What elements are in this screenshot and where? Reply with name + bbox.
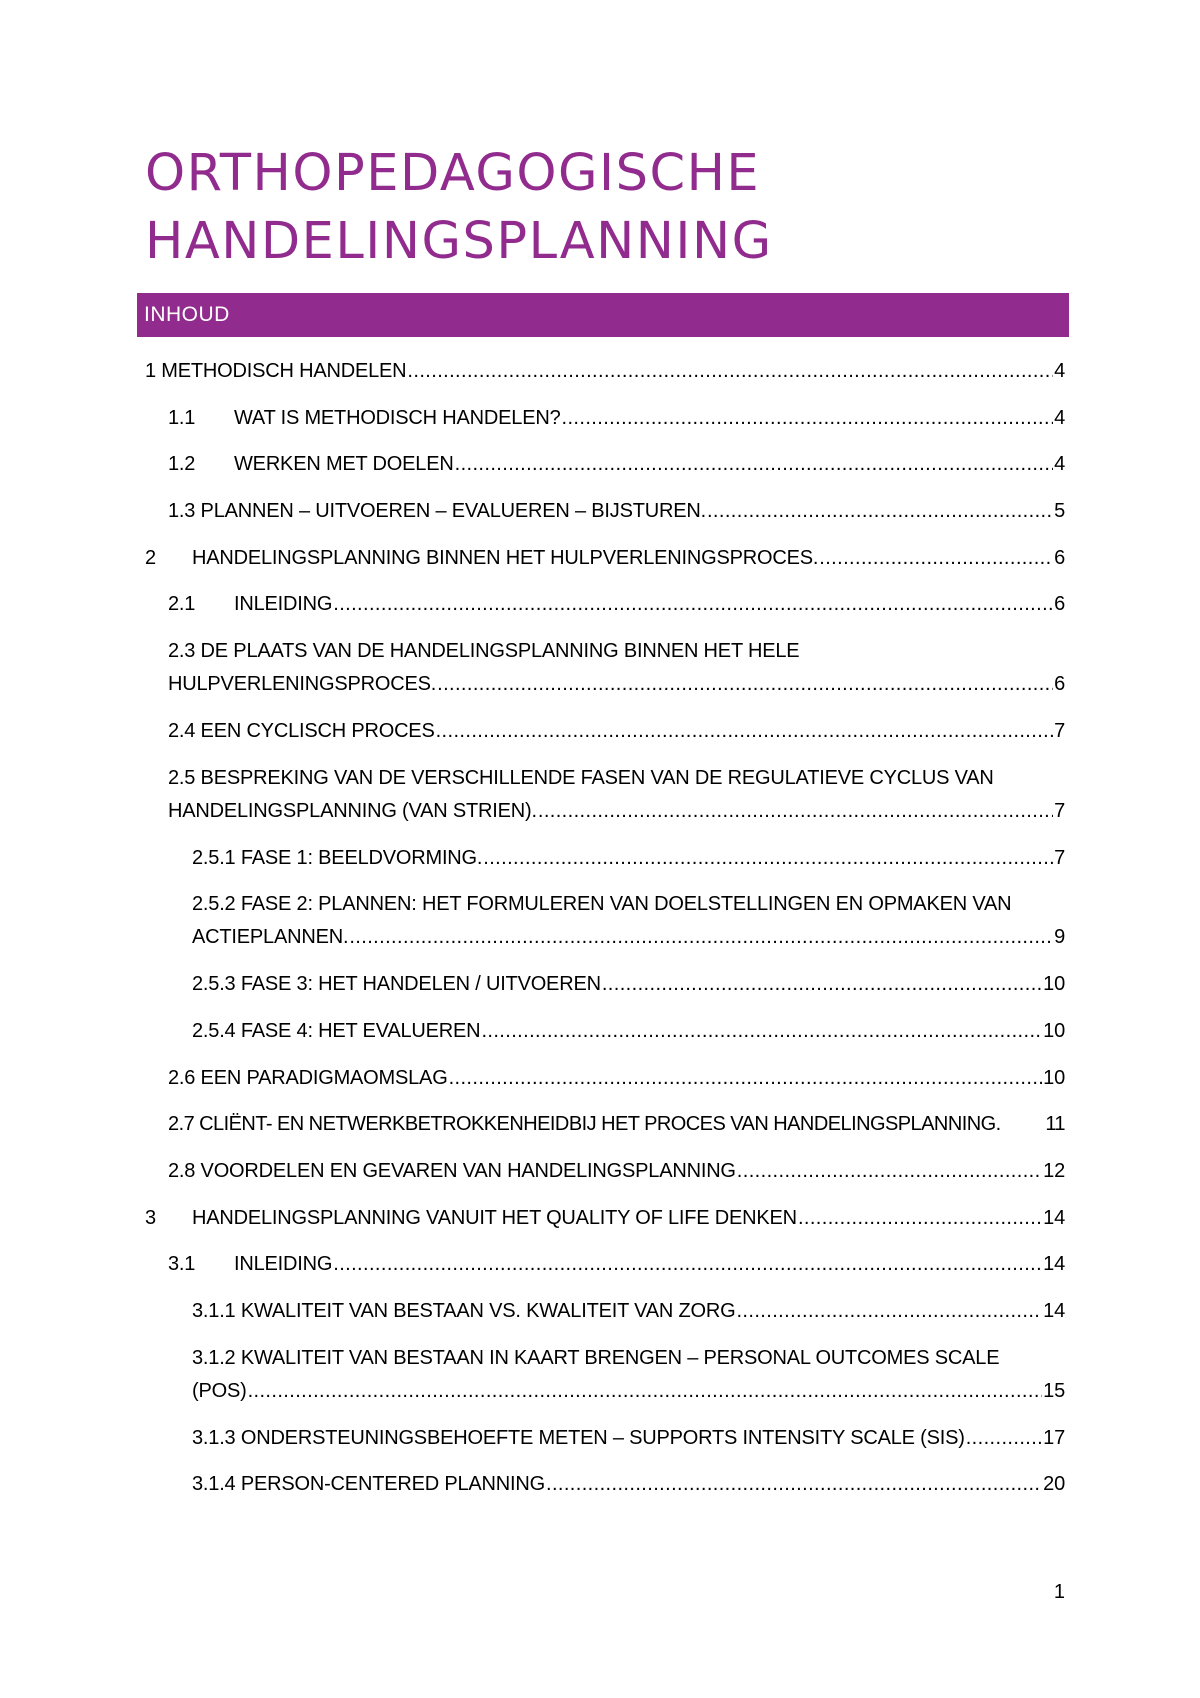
- toc-entry[interactable]: [145, 542, 1065, 575]
- toc-entry[interactable]: [168, 1108, 1065, 1141]
- toc-entry-text: WAT IS METHODISCH HANDELEN?: [234, 407, 561, 429]
- toc-entry-text: 1.3 PLANNEN – UITVOEREN – EVALUEREN – BIJSTUREN.: [168, 500, 706, 522]
- toc-entry-text: 2.5.4 FASE 4: HET EVALUEREN: [192, 1020, 481, 1042]
- toc-entry-text: 2.7 CLIËNT- EN NETWERKBETROKKENHEIDBIJ HET PROCES VAN HANDELINGSPLANNING.: [168, 1113, 1001, 1135]
- toc-entry[interactable]: [145, 1202, 1065, 1235]
- toc-entry-text-first: 2.5 BESPREKING VAN DE VERSCHILLENDE FASEN VAN DE REGULATIEVE CYCLUS VAN: [168, 767, 994, 789]
- dot-leader: [449, 1062, 1043, 1095]
- dot-leader: [966, 1422, 1042, 1455]
- toc-entry-text: HANDELINGSPLANNING BINNEN HET HULPVERLENINGSPROCES.: [192, 547, 819, 569]
- toc-entry-text: 1 METHODISCH HANDELEN: [145, 360, 407, 382]
- dot-leader: [483, 842, 1053, 875]
- toc-entry-text-first: 3.1.2 KWALITEIT VAN BESTAAN IN KAART BRENGEN – PERSONAL OUTCOMES SCALE: [192, 1347, 1000, 1369]
- toc-entry-page: 10: [1043, 1020, 1065, 1042]
- toc-entry-text: HULPVERLENINGSPROCES.: [168, 673, 437, 695]
- toc-entry-page: 7: [1054, 800, 1065, 822]
- toc-entry-text: INLEIDING: [234, 1253, 333, 1275]
- toc-entry-page: 10: [1043, 1067, 1065, 1089]
- toc-heading: INHOUD: [144, 303, 230, 326]
- toc-entry-page: 4: [1054, 453, 1065, 475]
- toc-entry[interactable]: [192, 1468, 1065, 1501]
- toc-entry-text: 3.1.1 KWALITEIT VAN BESTAAN VS. KWALITEIT VAN ZORG: [192, 1300, 736, 1322]
- dot-leader: [333, 588, 1053, 621]
- toc-entry-page: 7: [1054, 847, 1065, 869]
- page-number: 1: [1053, 1581, 1065, 1603]
- dot-leader: [455, 448, 1053, 481]
- toc-entry[interactable]: [168, 588, 1065, 621]
- dot-leader: [546, 1468, 1042, 1501]
- toc-entry[interactable]: [168, 1155, 1065, 1188]
- dot-leader: [737, 1155, 1042, 1188]
- toc-entry-text: 2.5.1 FASE 1: BEELDVORMING.: [192, 847, 483, 869]
- dot-leader: [538, 795, 1053, 828]
- dot-leader: [819, 542, 1053, 575]
- toc-entry[interactable]: [192, 842, 1065, 875]
- toc-entry-text: 2.8 VOORDELEN EN GEVAREN VAN HANDELINGSPLANNING: [168, 1160, 736, 1182]
- toc-entry[interactable]: [168, 402, 1065, 435]
- toc-entry-text-first: 2.5.2 FASE 2: PLANNEN: HET FORMULEREN VAN DOELSTELLINGEN EN OPMAKEN VAN: [192, 893, 1012, 915]
- toc-entry-number: 3: [145, 1207, 156, 1229]
- toc-entry-page: 6: [1054, 547, 1065, 569]
- toc-entry-page: 11: [1045, 1113, 1065, 1135]
- toc-entry-text: HANDELINGSPLANNING (VAN STRIEN).: [168, 800, 537, 822]
- dot-leader: [602, 968, 1042, 1001]
- toc-entry[interactable]: [192, 1422, 1065, 1455]
- toc-entry-text: INLEIDING: [234, 593, 333, 615]
- dot-leader: [437, 668, 1053, 701]
- toc-entry-page: 9: [1054, 926, 1065, 948]
- toc-entry[interactable]: [168, 448, 1065, 481]
- dot-leader: [707, 495, 1053, 528]
- title-line-2: HANDELINGSPLANNING: [145, 212, 773, 271]
- toc-entry-page: 4: [1054, 407, 1065, 429]
- toc-entry[interactable]: [145, 355, 1065, 388]
- dot-leader: [407, 355, 1053, 388]
- dot-leader: [436, 715, 1053, 748]
- toc-entry-page: 4: [1054, 360, 1065, 382]
- toc-entry-page: 6: [1054, 593, 1065, 615]
- toc-entry-number: 1.1: [168, 407, 196, 429]
- toc-entry[interactable]: [192, 968, 1065, 1001]
- toc-entry-page: 7: [1054, 720, 1065, 742]
- toc-entry-text: 2.4 EEN CYCLISCH PROCES: [168, 720, 435, 742]
- toc-heading-bar: [137, 293, 1069, 337]
- toc-entry-text: 2.6 EEN PARADIGMAOMSLAG: [168, 1067, 448, 1089]
- toc-entry-text: 2.5.3 FASE 3: HET HANDELEN / UITVOEREN: [192, 973, 601, 995]
- dot-leader: [562, 402, 1054, 435]
- toc-entry-text: ACTIEPLANNEN.: [192, 926, 349, 948]
- toc-entry-page: 14: [1043, 1253, 1065, 1275]
- toc-entry-page: 10: [1043, 973, 1065, 995]
- toc-entry-text-first: 2.3 DE PLAATS VAN DE HANDELINGSPLANNING BINNEN HET HELE: [168, 640, 800, 662]
- toc-entry-text: WERKEN MET DOELEN: [234, 453, 454, 475]
- document-title: [145, 140, 1085, 276]
- toc-entry-text: (POS): [192, 1380, 247, 1402]
- toc-entry-text: 3.1.3 ONDERSTEUNINGSBEHOEFTE METEN – SUPPORTS INTENSITY SCALE (SIS): [192, 1427, 965, 1449]
- toc-entry[interactable]: [168, 1062, 1065, 1095]
- toc-entry-page: 14: [1043, 1207, 1065, 1229]
- toc-entry[interactable]: [192, 888, 1065, 954]
- toc-entry[interactable]: [168, 762, 1065, 828]
- toc-entry-page: 15: [1043, 1380, 1065, 1402]
- toc-entry-text: HANDELINGSPLANNING VANUIT HET QUALITY OF LIFE DENKEN: [192, 1207, 797, 1229]
- toc-entry[interactable]: [192, 1015, 1065, 1048]
- toc-entry-number: 2.1: [168, 593, 196, 615]
- dot-leader: [736, 1295, 1042, 1328]
- toc-entry-number: 1.2: [168, 453, 196, 475]
- toc-entry[interactable]: [168, 1248, 1065, 1281]
- title-line-1: ORTHOPEDAGOGISCHE: [145, 144, 761, 203]
- toc-entry-page: 17: [1043, 1427, 1065, 1449]
- toc-entry-page: 5: [1054, 500, 1065, 522]
- toc-entry-page: 6: [1054, 673, 1065, 695]
- toc-entry[interactable]: [192, 1342, 1065, 1408]
- toc-entry-page: 12: [1043, 1160, 1065, 1182]
- toc-entry-text: 3.1.4 PERSON-CENTERED PLANNING: [192, 1473, 545, 1495]
- dot-leader: [349, 921, 1053, 954]
- dot-leader: [798, 1202, 1042, 1235]
- dot-leader: [481, 1015, 1042, 1048]
- dot-leader: [248, 1375, 1043, 1408]
- toc-entry[interactable]: [168, 495, 1065, 528]
- toc-entry[interactable]: [168, 635, 1065, 701]
- toc-entry[interactable]: [192, 1295, 1065, 1328]
- dot-leader: [333, 1248, 1042, 1281]
- toc-entry-number: 3.1: [168, 1253, 196, 1275]
- toc-entry-page: 20: [1043, 1473, 1065, 1495]
- toc-entry[interactable]: [168, 715, 1065, 748]
- toc-entry-page: 14: [1043, 1300, 1065, 1322]
- toc-entry-number: 2: [145, 547, 156, 569]
